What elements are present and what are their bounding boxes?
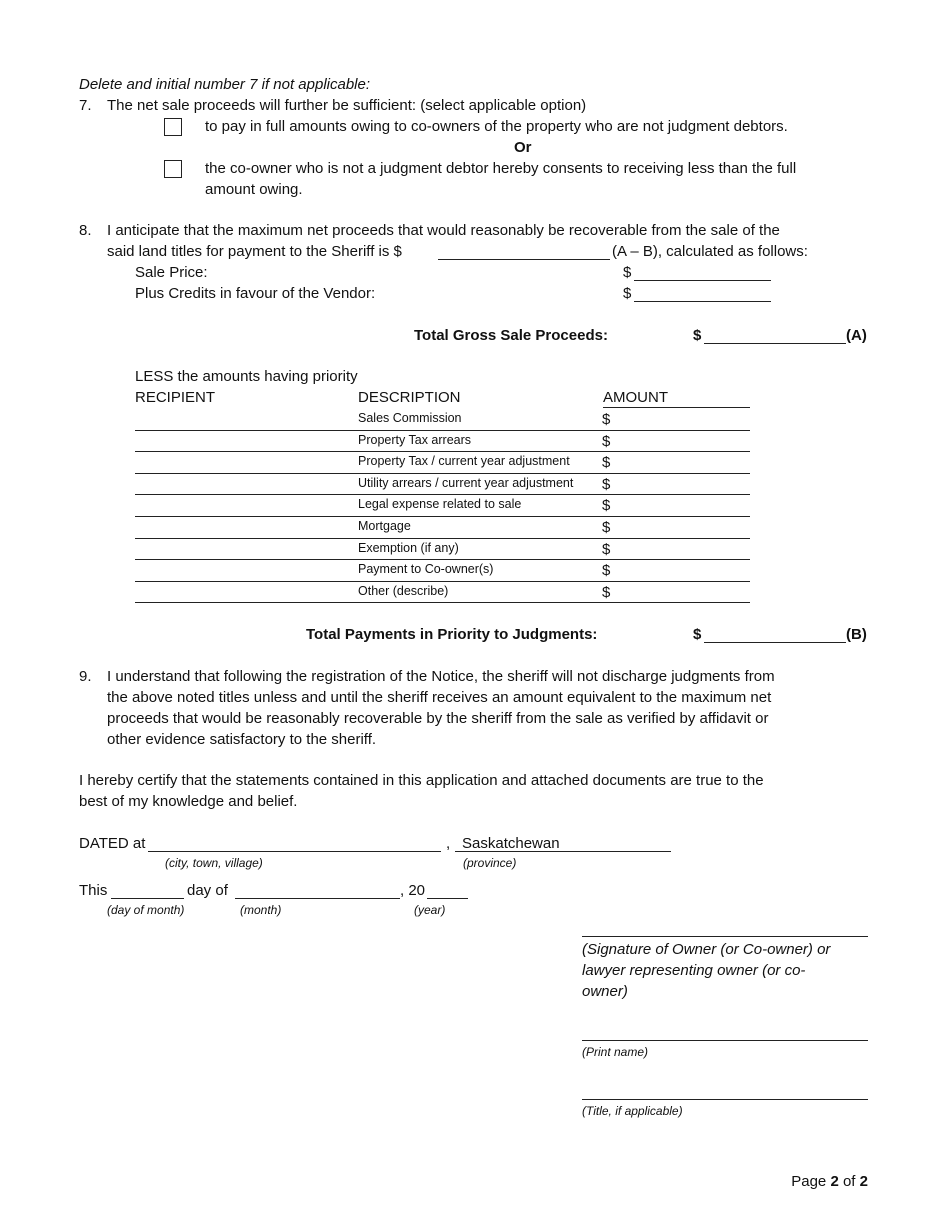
priority-row-dollar: $ (602, 519, 611, 536)
priority-row-description: Sales Commission (358, 411, 462, 425)
mark-a: (A) (846, 327, 867, 344)
print-name-line[interactable] (582, 1040, 868, 1041)
mark-b: (B) (846, 626, 867, 643)
priority-row-dollar: $ (602, 497, 611, 515)
priority-row-dollar: $ (602, 540, 611, 558)
priority-row-dollar: $ (602, 583, 611, 601)
item-8-line1: I anticipate that the maximum net proceeds that would reasonably be recoverable from the sale of the (107, 222, 780, 239)
title-line[interactable] (582, 1099, 868, 1100)
priority-row-line[interactable] (135, 602, 750, 603)
col-description: DESCRIPTION (358, 389, 461, 406)
page-total: 2 (859, 1173, 868, 1190)
priority-row-description: Property Tax / current year adjustment (358, 454, 570, 469)
col-recipient: RECIPIENT (135, 389, 216, 406)
priority-row-line[interactable] (135, 516, 750, 517)
priority-row-dollar: $ (602, 432, 611, 450)
signature-caption-line3: owner) (582, 983, 628, 1000)
item-9-line2: the above noted titles unless and until the sheriff receives an amount equivalent to the maximum net (107, 689, 772, 706)
page-label: Page (791, 1173, 827, 1190)
title-caption: (Title, if applicable) (582, 1104, 683, 1118)
credits-field[interactable] (634, 301, 771, 302)
priority-row-description: Mortgage (358, 519, 411, 533)
item-9-line1: I understand that following the registration of the Notice, the sheriff will not discharge judgments from (107, 668, 775, 685)
province-hint: (province) (463, 856, 517, 870)
dated-label: DATED at (79, 835, 146, 852)
priority-row-description: Legal expense related to sale (358, 497, 522, 512)
item-8-line2-suffix: (A – B), calculated as follows: (612, 243, 808, 260)
credits-label: Plus Credits in favour of the Vendor: (135, 285, 376, 302)
priority-row-dollar: $ (602, 411, 611, 428)
less-label: LESS the amounts having priority (135, 368, 358, 385)
priority-row-dollar: $ (602, 454, 611, 472)
priority-row-description: Payment to Co-owner(s) (358, 562, 494, 577)
month-hint: (month) (240, 903, 282, 917)
item-7-number: 7. (79, 97, 92, 114)
option-1-text: to pay in full amounts owing to co-owners of the property who are not judgment debtors. (205, 118, 788, 135)
item-9-number: 9. (79, 668, 92, 685)
item-9-line3: proceeds that would be reasonably recoverable by the sheriff from the sale as verified by affidavit or (107, 710, 769, 727)
total-gross-dollar: $ (693, 327, 702, 344)
item-8-line2-prefix: said land titles for payment to the Sheriff is $ (107, 243, 402, 260)
year-prefix: , 20 (400, 882, 426, 899)
total-gross-field[interactable] (704, 343, 846, 344)
item-9-line4: other evidence satisfactory to the sheriff. (107, 731, 377, 748)
page-of-label: of (842, 1173, 856, 1190)
city-hint: (city, town, village) (165, 856, 263, 870)
city-field[interactable] (148, 851, 441, 852)
sale-price-label: Sale Price: (135, 264, 208, 281)
credits-dollar: $ (623, 285, 632, 302)
option-2-text-line2: amount owing. (205, 181, 303, 198)
year-hint: (year) (414, 903, 446, 917)
signature-caption-line2: lawyer representing owner (or co- (582, 962, 806, 979)
day-hint: (day of month) (107, 903, 185, 917)
col-amount: AMOUNT (603, 389, 668, 406)
priority-row-description: Property Tax arrears (358, 432, 472, 447)
day-field[interactable] (111, 898, 184, 899)
item-7-text: The net sale proceeds will further be sufficient: (select applicable option) (107, 97, 587, 114)
item-8-number: 8. (79, 222, 92, 239)
header-underline (603, 407, 750, 408)
certify-line1: I hereby certify that the statements contained in this application and attached documents are true to the (79, 772, 764, 789)
province-value: Saskatchewan (462, 835, 560, 852)
month-field[interactable] (235, 898, 400, 899)
certify-line2: best of my knowledge and belief. (79, 793, 298, 810)
this-label: This (79, 882, 108, 899)
priority-row-dollar: $ (602, 475, 611, 493)
total-gross-label: Total Gross Sale Proceeds: (414, 327, 608, 344)
sale-price-field[interactable] (634, 280, 771, 281)
option-2-text-line1: the co-owner who is not a judgment debtor hereby consents to receiving less than the full (205, 160, 797, 177)
total-priority-field[interactable] (704, 642, 846, 643)
option-1-checkbox[interactable] (164, 118, 182, 136)
priority-row-description: Utility arrears / current year adjustment (358, 475, 574, 490)
page-current: 2 (830, 1173, 839, 1190)
total-priority-label: Total Payments in Priority to Judgments: (306, 626, 598, 643)
page-number (791, 1171, 868, 1192)
delete-note: Delete and initial number 7 if not applicable: (79, 76, 371, 93)
priority-row-dollar: $ (602, 562, 611, 580)
option-2-checkbox[interactable] (164, 160, 182, 178)
signature-line[interactable] (582, 936, 868, 937)
dated-comma: , (446, 835, 451, 852)
day-of-label: day of (187, 882, 228, 899)
year-field[interactable] (427, 898, 468, 899)
signature-caption-line1: (Signature of Owner (or Co-owner) or (582, 941, 831, 958)
total-priority-dollar: $ (693, 626, 702, 643)
print-name-caption: (Print name) (582, 1045, 649, 1059)
or-label: Or (514, 139, 532, 156)
net-proceeds-field[interactable] (438, 259, 610, 260)
sale-price-dollar: $ (623, 264, 632, 281)
priority-row-description: Exemption (if any) (358, 540, 459, 555)
priority-row-description: Other (describe) (358, 583, 449, 598)
